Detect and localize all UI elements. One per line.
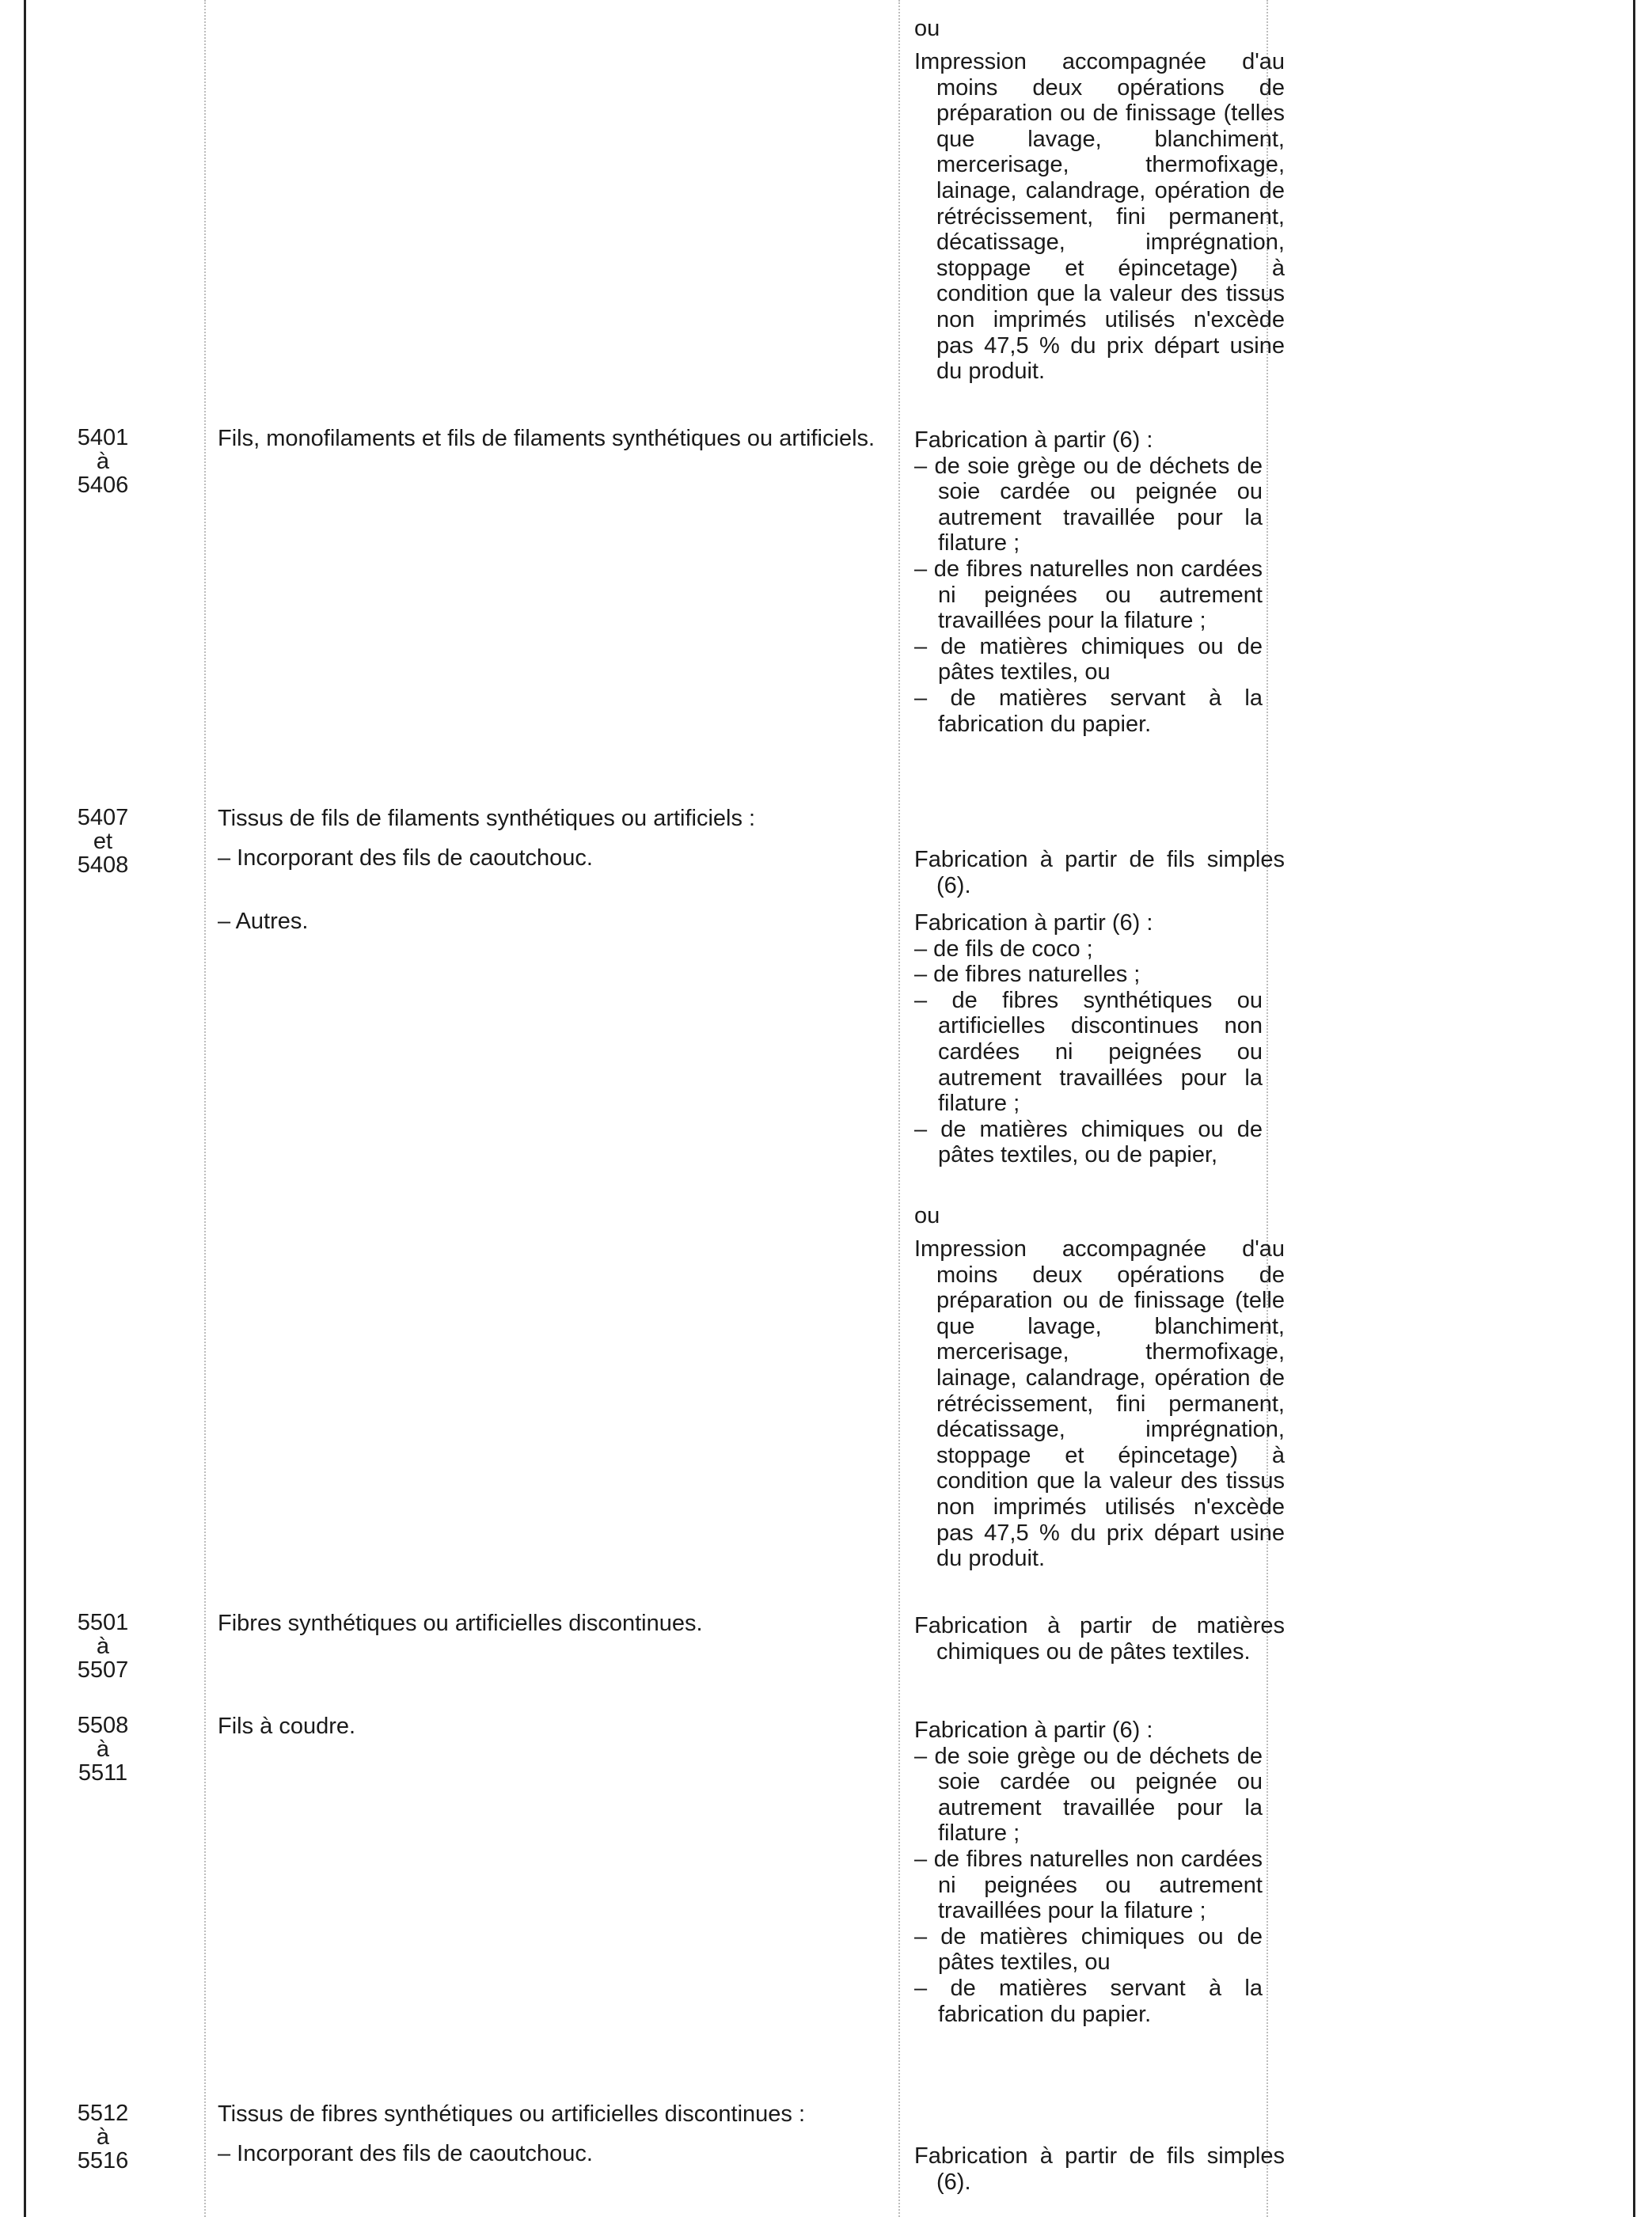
row-code — [55, 426, 150, 497]
rule-item: – de matières chimiques ou de pâtes textiles, ou de papier, — [914, 1116, 1263, 1168]
rule-item: – de matières servant à la fabrication du papier. — [914, 1975, 1263, 2027]
rule-item: – de fibres naturelles non cardées ni peignées ou autrement travaillées pour la filature ; — [914, 556, 1263, 634]
row-rule: Fabrication à partir de matières chimiques ou de pâtes textiles. — [914, 1613, 1285, 1665]
row-rule — [914, 427, 1263, 737]
row-description: Tissus de fils de filaments synthétiques ou artificiels : — [218, 806, 756, 831]
code-line: à — [96, 1634, 110, 1659]
code-line: 5501 — [77, 1610, 129, 1635]
code-line: 5507 — [77, 1657, 129, 1683]
code-line: 5408 — [77, 852, 129, 878]
row-code — [55, 806, 150, 877]
sub-item-rule-block — [914, 910, 1263, 1168]
code-line: 5406 — [77, 473, 129, 498]
column-separator-2 — [898, 0, 900, 2217]
rule-item: – de soie grège ou de déchets de soie cardée ou peignée ou autrement travaillée pour la filature ; — [914, 453, 1263, 556]
left-border-rule — [24, 0, 26, 2217]
row-code — [55, 1611, 150, 1682]
rule-item: – de matières chimiques ou de pâtes textiles, ou — [914, 633, 1263, 685]
row-code — [55, 2101, 150, 2173]
row-description: Tissus de fibres synthétiques ou artificielles discontinues : — [218, 2101, 806, 2127]
row-description: Fils, monofilaments et fils de filaments synthétiques ou artificiels. — [218, 426, 875, 451]
rule-item: – de matières servant à la fabrication du papier. — [914, 685, 1263, 737]
rule-item: – de fibres naturelles ; — [914, 962, 1141, 988]
row-rule — [914, 1718, 1263, 2027]
code-line: 5407 — [77, 805, 129, 830]
code-line: 5512 — [77, 2101, 129, 2126]
code-line: à — [96, 2124, 110, 2150]
code-line: 5516 — [77, 2148, 129, 2173]
row-description: Fibres synthétiques ou artificielles discontinues. — [218, 1611, 703, 1636]
row-code — [55, 1714, 150, 1785]
code-line: à — [96, 1737, 110, 1762]
rule-ou: ou — [914, 1203, 940, 1228]
code-line: 5508 — [77, 1713, 129, 1738]
rule-item: – de soie grège ou de déchets de soie cardée ou peignée ou autrement travaillée pour la filature ; — [914, 1743, 1263, 1847]
code-line: 5511 — [78, 1760, 128, 1786]
rule-item: – de fils de coco ; — [914, 936, 1093, 962]
sub-item-label: – Incorporant des fils de caoutchouc. — [218, 845, 593, 871]
rule-item: – de matières chimiques ou de pâtes textiles, ou — [914, 1923, 1263, 1976]
sub-item-rule: Fabrication à partir de fils simples (6). — [914, 847, 1285, 898]
top-impression-rule: Impression accompagnée d'au moins deux opérations de préparation ou de finissage (telles que lavage, blanchiment, mercerisage, thermofixage, lainage, calandrage, opération de rétrécissement, fini permanent, décatissage, imprégnation, stoppage et épincetage) à condition que la valeur des tissus non imprimés utilisés n'excède pas 47,5 % du prix départ usine du produit. — [914, 49, 1285, 385]
rule-intro: Fabrication à partir (6) : — [914, 1718, 1153, 1743]
rule-item: – de fibres synthétiques ou artificielles discontinues non cardées ni peignées ou autrement travaillées pour la filature ; — [914, 987, 1263, 1117]
rule-intro: Fabrication à partir (6) : — [914, 910, 1153, 936]
top-ou: ou — [914, 16, 940, 41]
code-line: 5401 — [77, 425, 129, 450]
sub-item-rule: Fabrication à partir de fils simples (6). — [914, 2143, 1285, 2195]
right-border-rule — [1633, 0, 1635, 2217]
rule-intro: Fabrication à partir (6) : — [914, 427, 1153, 453]
column-separator-1 — [204, 0, 206, 2217]
row-description: Fils à coudre. — [218, 1714, 356, 1739]
code-line: à — [96, 449, 110, 474]
sub-item-label: – Autres. — [218, 909, 309, 934]
code-line: et — [93, 829, 113, 854]
rule-item: – de fibres naturelles non cardées ni peignées ou autrement travaillées pour la filature ; — [914, 1846, 1263, 1924]
sub-item-label: – Incorporant des fils de caoutchouc. — [218, 2141, 593, 2166]
rule-impression: Impression accompagnée d'au moins deux opérations de préparation ou de finissage (telle que lavage, blanchiment, mercerisage, thermofixage, lainage, calandrage, opération de rétrécissement, fini permanent, décatissage, imprégnation, stoppage et épincetage) à condition que la valeur des tissus non imprimés utilisés n'excède pas 47,5 % du prix départ usine du produit. — [914, 1236, 1285, 1572]
